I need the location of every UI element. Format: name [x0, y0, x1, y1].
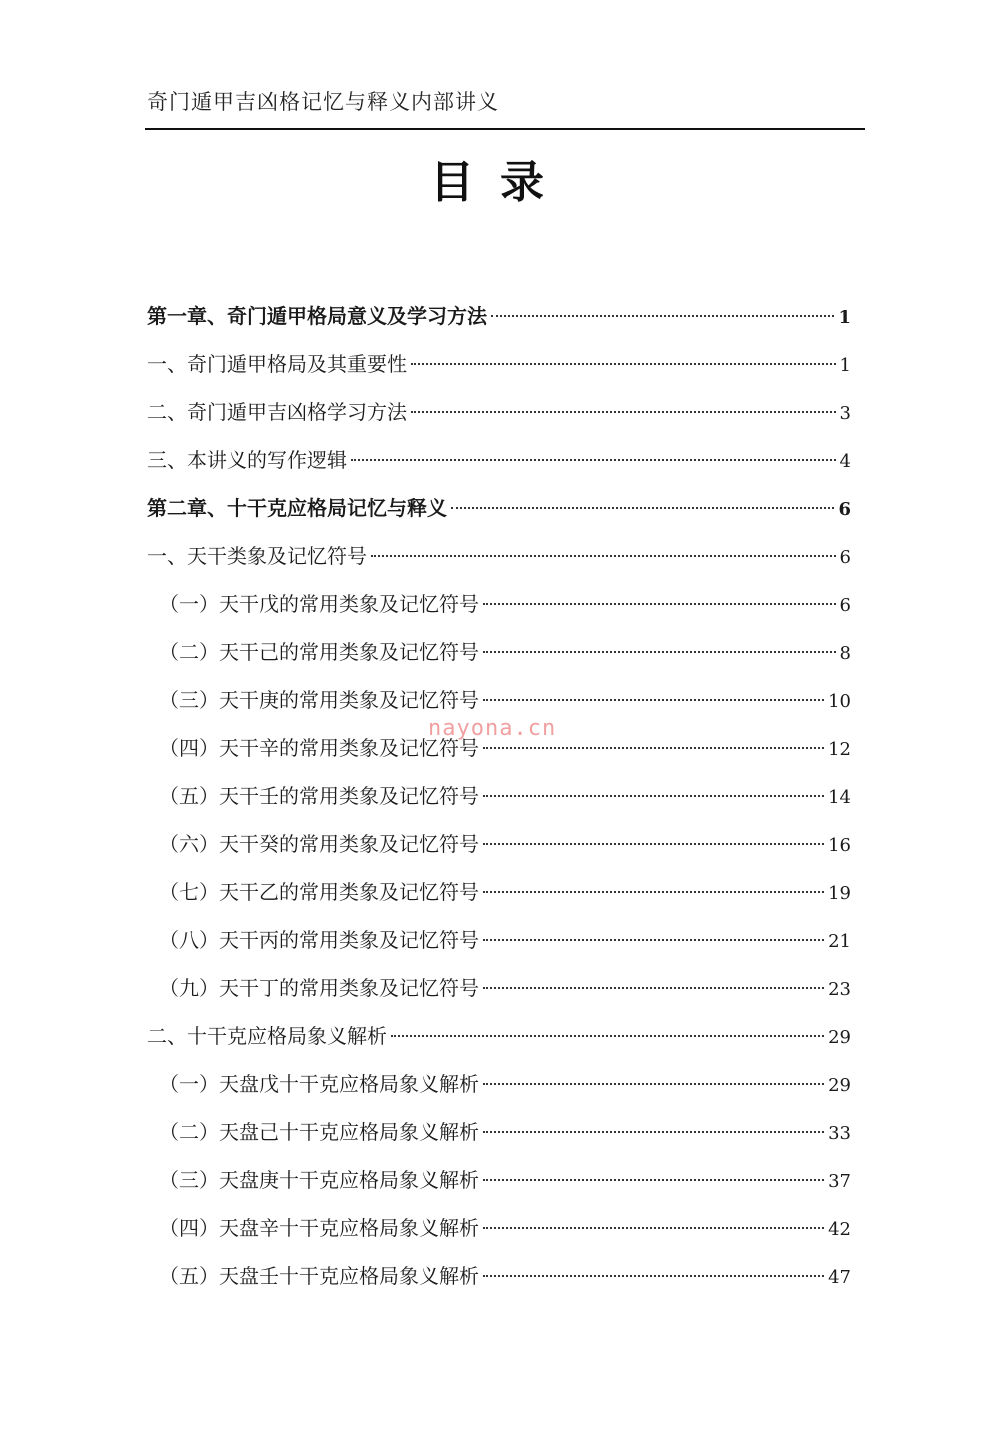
toc-entry-label: （二）天盘己十干克应格局象义解析	[159, 1120, 479, 1144]
toc-entry[interactable]	[147, 340, 851, 388]
toc-dot-leader	[411, 411, 836, 413]
toc-entry-label: 二、十干克应格局象义解析	[147, 1024, 387, 1048]
toc-dot-leader	[483, 843, 824, 845]
toc-entry-label: （三）天干庚的常用类象及记忆符号	[159, 688, 479, 712]
toc-dot-leader	[391, 1035, 824, 1037]
toc-dot-leader	[483, 603, 836, 605]
toc-entry[interactable]	[147, 484, 851, 532]
toc-dot-leader	[491, 315, 834, 317]
toc-entry[interactable]	[147, 1060, 851, 1108]
toc-list	[147, 292, 851, 1300]
toc-dot-leader	[483, 891, 824, 893]
toc-entry-label: （一）天干戊的常用类象及记忆符号	[159, 592, 479, 616]
toc-entry-page: 37	[828, 1171, 851, 1192]
toc-entry-page: 1	[839, 355, 851, 376]
watermark: nayona.cn	[428, 716, 557, 741]
toc-entry-page: 12	[828, 739, 851, 760]
toc-entry-page: 23	[828, 979, 851, 1000]
toc-entry-page: 3	[839, 403, 851, 424]
toc-dot-leader	[483, 939, 824, 941]
toc-entry-page: 4	[839, 451, 851, 472]
toc-dot-leader	[483, 1083, 824, 1085]
toc-entry-page: 6	[839, 595, 851, 616]
toc-entry-label: （一）天盘戊十干克应格局象义解析	[159, 1072, 479, 1096]
toc-entry-page: 10	[828, 691, 851, 712]
toc-entry-page: 42	[828, 1219, 851, 1240]
toc-entry-label: （五）天盘壬十干克应格局象义解析	[159, 1264, 479, 1288]
toc-entry[interactable]	[147, 772, 851, 820]
toc-entry-label: （二）天干己的常用类象及记忆符号	[159, 640, 479, 664]
toc-entry-label: 三、本讲义的写作逻辑	[147, 448, 347, 472]
toc-dot-leader	[483, 987, 824, 989]
toc-entry[interactable]	[147, 916, 851, 964]
toc-entry-page: 29	[828, 1027, 851, 1048]
toc-entry[interactable]	[147, 1252, 851, 1300]
toc-entry[interactable]	[147, 964, 851, 1012]
toc-entry[interactable]	[147, 580, 851, 628]
toc-entry[interactable]	[147, 1108, 851, 1156]
toc-dot-leader	[351, 459, 836, 461]
toc-entry-page: 33	[828, 1123, 851, 1144]
toc-entry-label: 一、天干类象及记忆符号	[147, 544, 367, 568]
toc-entry-label: （五）天干壬的常用类象及记忆符号	[159, 784, 479, 808]
toc-entry-page: 6	[839, 547, 851, 568]
toc-dot-leader	[483, 651, 836, 653]
toc-entry-page: 1	[838, 307, 851, 328]
toc-dot-leader	[483, 1131, 824, 1133]
toc-entry-label: （八）天干丙的常用类象及记忆符号	[159, 928, 479, 952]
toc-entry-page: 16	[828, 835, 851, 856]
toc-entry[interactable]	[147, 628, 851, 676]
header-rule	[145, 128, 865, 130]
toc-entry-page: 29	[828, 1075, 851, 1096]
toc-entry[interactable]	[147, 1156, 851, 1204]
toc-entry-page: 47	[828, 1267, 851, 1288]
toc-title: 目录	[430, 157, 570, 208]
toc-dot-leader	[483, 1179, 824, 1181]
toc-dot-leader	[451, 507, 834, 509]
toc-entry[interactable]	[147, 388, 851, 436]
toc-entry[interactable]	[147, 1012, 851, 1060]
toc-entry-label: （九）天干丁的常用类象及记忆符号	[159, 976, 479, 1000]
toc-entry-label: （三）天盘庚十干克应格局象义解析	[159, 1168, 479, 1192]
toc-entry-label: （六）天干癸的常用类象及记忆符号	[159, 832, 479, 856]
toc-entry-label: （四）天干辛的常用类象及记忆符号	[159, 736, 479, 760]
toc-entry-page: 14	[828, 787, 851, 808]
toc-entry[interactable]	[147, 820, 851, 868]
toc-entry-label: 第一章、奇门遁甲格局意义及学习方法	[147, 304, 487, 328]
toc-entry-page: 21	[828, 931, 851, 952]
running-header: 奇门遁甲吉凶格记忆与释义内部讲义	[147, 90, 499, 114]
toc-entry-page: 19	[828, 883, 851, 904]
toc-entry[interactable]	[147, 532, 851, 580]
toc-entry-label: （四）天盘辛十干克应格局象义解析	[159, 1216, 479, 1240]
toc-dot-leader	[483, 1227, 824, 1229]
toc-entry-label: （七）天干乙的常用类象及记忆符号	[159, 880, 479, 904]
toc-dot-leader	[371, 555, 836, 557]
toc-entry-label: 二、奇门遁甲吉凶格学习方法	[147, 400, 407, 424]
toc-dot-leader	[483, 747, 824, 749]
toc-entry[interactable]	[147, 292, 851, 340]
toc-entry[interactable]	[147, 868, 851, 916]
toc-entry-label: 第二章、十干克应格局记忆与释义	[147, 496, 447, 520]
toc-entry[interactable]	[147, 436, 851, 484]
toc-dot-leader	[483, 699, 824, 701]
toc-dot-leader	[483, 1275, 824, 1277]
toc-entry[interactable]	[147, 1204, 851, 1252]
toc-dot-leader	[483, 795, 824, 797]
toc-entry-page: 6	[838, 499, 851, 520]
toc-entry-label: 一、奇门遁甲格局及其重要性	[147, 352, 407, 376]
toc-entry-page: 8	[839, 643, 851, 664]
toc-dot-leader	[411, 363, 836, 365]
